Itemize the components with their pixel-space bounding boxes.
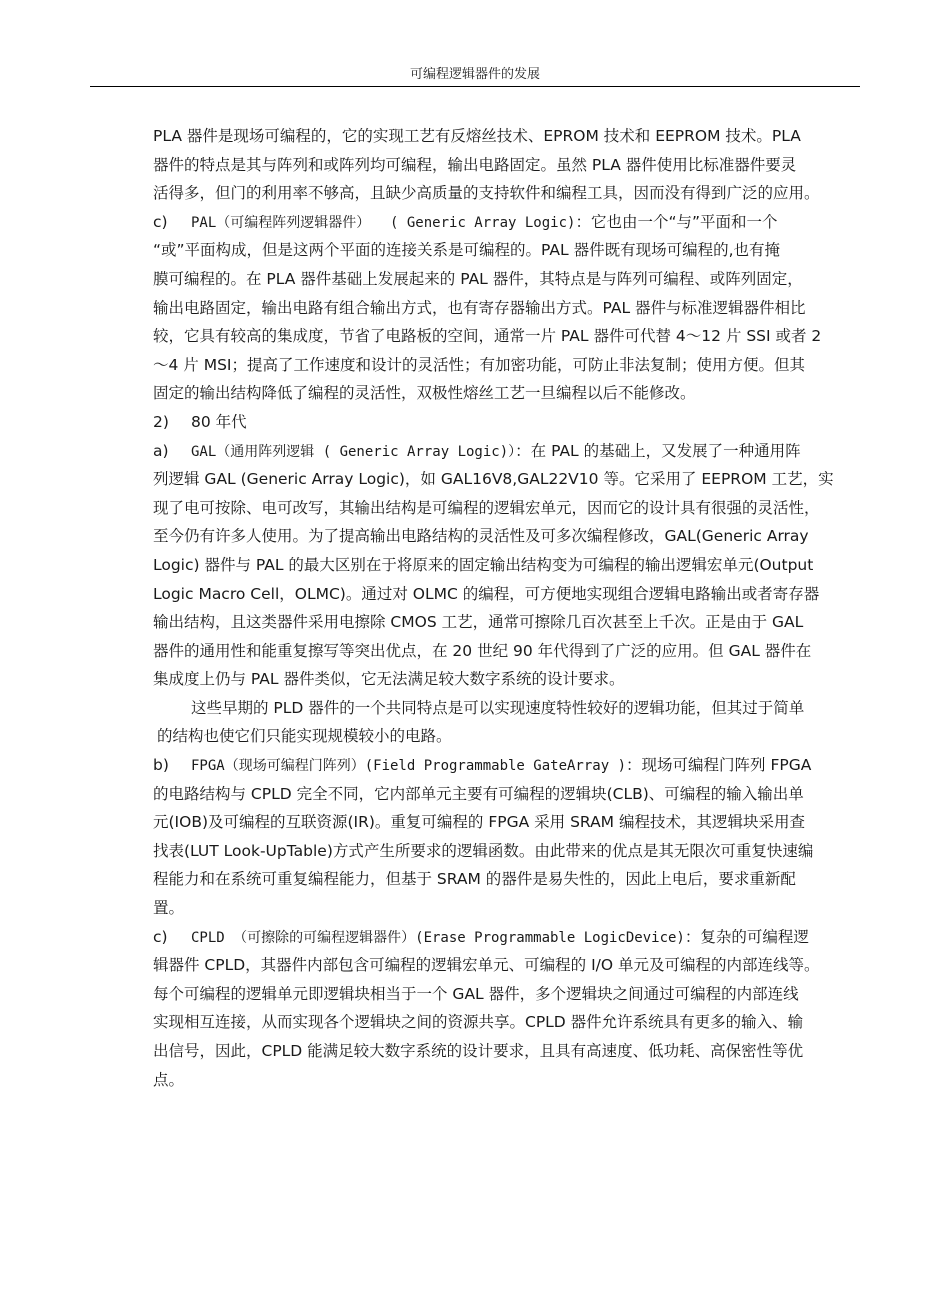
text-line: “或”平面构成，但是这两个平面的连接关系是可编程的。PAL 器件既有现场可编程的,也有掩 <box>153 241 781 260</box>
term-pal: PAL（可编程阵列逻辑器件） <box>191 214 371 231</box>
term-gal: GAL（通用阵列逻辑 ( Generic Array Logic)） <box>191 443 516 460</box>
section-b-fpga <box>153 751 853 780</box>
page-header-title: 可编程逻辑器件的发展 <box>409 67 540 82</box>
text-line: Logic) 器件与 PAL 的最大区别在于将原来的固定输出结构变为可编程的输出逻辑宏单元(Output <box>153 555 814 574</box>
text-line: 辑器件 CPLD，其器件内部包含可编程的逻辑宏单元、可编程的 I/O 单元及可编程的内部连线等。 <box>153 956 820 975</box>
text-line: 点。 <box>153 1070 185 1089</box>
text-line-indented: 这些早期的 PLD 器件的一个共同特点是可以实现速度特性较好的逻辑功能，但其过于简单 <box>191 698 805 717</box>
text-line: 元(IOB)及可编程的互联资源(IR)。重复可编程的 FPGA 采用 SRAM 编程技术，其逻辑块采用查 <box>153 813 805 832</box>
text-line: 器件的通用性和能重复擦写等突出优点，在 20 世纪 90 年代得到了广泛的应用。但 GAL 器件在 <box>153 641 812 660</box>
text-line: 至今仍有许多人使用。为了提高输出电路结构的灵活性及可多次编程修改，GAL(Generic Array <box>153 527 809 546</box>
text-fragment: ：现场可编程门阵列 FPGA <box>626 756 812 775</box>
text-line: ～4 片 MSI；提高了工作速度和设计的灵活性；有加密功能，可防止非法复制；使用方便。但其 <box>153 355 806 374</box>
text-line: 较，它具有较高的集成度，节省了电路板的空间，通常一片 PAL 器件可代替 4～12 片 SSI 或者 2 <box>153 327 822 346</box>
list-label: c) <box>153 212 168 231</box>
text-fragment: ：复杂的可编程逻 <box>684 927 809 946</box>
text-line: 活得多，但门的利用率不够高，且缺少高质量的支持软件和编程工具，因而没有得到广泛的应用。 <box>153 184 820 203</box>
section-c-cpld <box>153 923 853 952</box>
text-line: 集成度上仍与 PAL 器件类似，它无法满足较大数字系统的设计要求。 <box>153 670 625 689</box>
term-fpga: FPGA（现场可编程门阵列）(Field Programmable GateArray ) <box>191 758 627 775</box>
text-line: 列逻辑 GAL (Generic Array Logic)，如 GAL16V8,GAL22V10 等。它采用了 EEPROM 工艺，实 <box>153 470 834 489</box>
text-line: 固定的输出结构降低了编程的灵活性，双极性熔丝工艺一旦编程以后不能修改。 <box>153 384 696 403</box>
section-title: 80 年代 <box>191 412 247 431</box>
text-line: 每个可编程的逻辑单元即逻辑块相当于一个 GAL 器件，多个逻辑块之间通过可编程的内部连线 <box>153 984 799 1003</box>
list-label: a) <box>153 441 169 460</box>
text-line: 找表(LUT Look-UpTable)方式产生所要求的逻辑函数。由此带来的优点是其无限次可重复快速编 <box>153 841 814 860</box>
text-line: 现了电可按除、电可改写，其输出结构是可编程的逻辑宏单元，因而它的设计具有很强的灵活性， <box>153 498 820 517</box>
term-cpld: CPLD （可擦除的可编程逻辑器件）(Erase Programmable LogicDevice) <box>191 929 685 946</box>
term-pal-en: ( Generic Array Logic) <box>390 214 576 231</box>
text-line: 出信号，因此，CPLD 能满足较大数字系统的设计要求，且具有高速度、低功耗、高保密性等优 <box>153 1042 804 1060</box>
section-a-gal <box>153 437 853 466</box>
text-fragment: ：它也由一个“与”平面和一个 <box>575 212 778 231</box>
text-line: 置。 <box>153 899 185 918</box>
text-line: 膜可编程的。在 PLA 器件基础上发展起来的 PAL 器件，其特点是与阵列可编程、或阵列固定， <box>153 269 803 288</box>
text-line: PLA 器件是现场可编程的，它的实现工艺有反熔丝技术、EPROM 技术和 EEPROM 技术。PLA <box>153 127 801 145</box>
list-label: c) <box>153 927 168 946</box>
text-line: 的结构也使它们只能实现规模较小的电路。 <box>157 727 452 746</box>
list-label: b) <box>153 756 169 775</box>
text-fragment: ：在 PAL 的基础上，又发展了一种通用阵 <box>515 441 801 460</box>
text-line: 实现相互连接，从而实现各个逻辑块之间的资源共享。CPLD 器件允许系统具有更多的输入、输 <box>153 1013 804 1032</box>
text-line: 输出电路固定，输出电路有组合输出方式，也有寄存器输出方式。PAL 器件与标准逻辑器件相比 <box>153 298 806 317</box>
list-label: 2) <box>153 412 169 431</box>
text-line: Logic Macro Cell，OLMC)。通过对 OLMC 的编程，可方便地实现组合逻辑电路输出或者寄存器 <box>153 584 820 603</box>
section-heading-80s <box>153 408 853 437</box>
text-line: 输出结构，且这类器件采用电擦除 CMOS 工艺，通常可擦除几百次甚至上千次。正是由于 GAL <box>153 613 804 632</box>
text-line: 器件的特点是其与阵列和或阵列均可编程，输出电路固定。虽然 PLA 器件使用比标准器件要灵 <box>153 155 797 174</box>
document-body <box>153 122 853 1094</box>
text-line: 程能力和在系统可重复编程能力，但基于 SRAM 的器件是易失性的，因此上电后，要求重新配 <box>153 870 796 889</box>
text-line: 的电路结构与 CPLD 完全不同，它内部单元主要有可编程的逻辑块(CLB)、可编程的输入输出单 <box>153 784 804 803</box>
section-c-pal <box>153 208 853 237</box>
header-rule <box>90 86 860 87</box>
